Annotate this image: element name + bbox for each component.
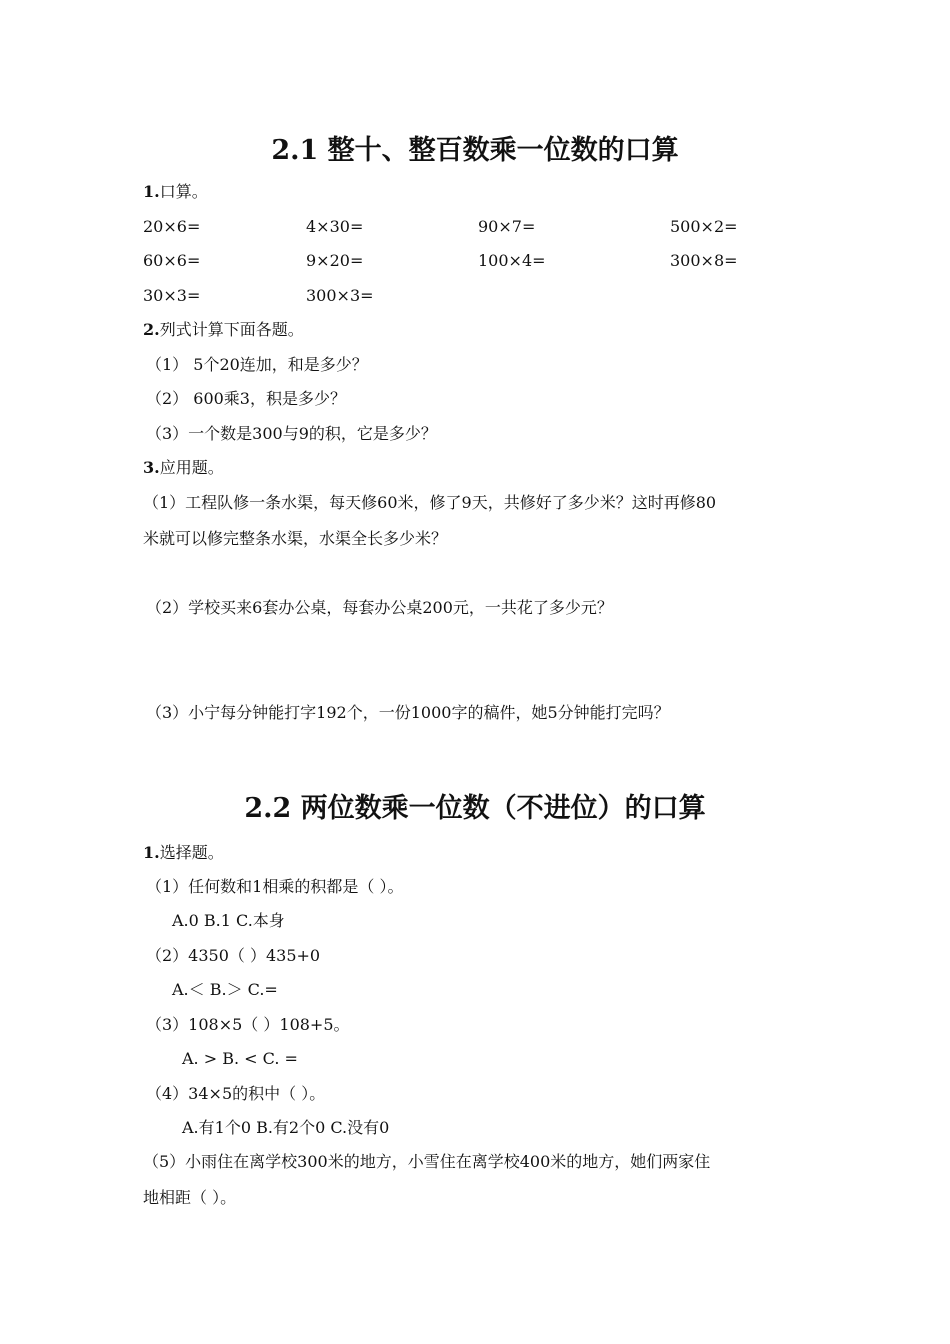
s1-q3-number: 3. [143,458,160,477]
s1-q2-title: 列式计算下面各题。 [159,320,304,339]
choice-question-5-line-2: 地相距（ ）。 [143,1188,237,1207]
choice-options: A.0 B.1 C.本身 [172,911,285,930]
choice-question: （2）4350（ ）435+0 [146,946,321,965]
s2-q1-heading [143,845,224,861]
s1-q1-number: 1. [143,182,160,201]
choice-options: A.有1个0 B.有2个0 C.没有0 [182,1118,390,1137]
s1-q3-heading [143,460,224,476]
oral-calc-item: 9×20= [306,251,364,270]
s1-q3-item-3: （3）小宁每分钟能打字192个，一份1000字的稿件，她5分钟能打完吗？ [146,703,670,722]
s1-q2-item-2: （2） 600乘3，积是多少？ [146,389,346,408]
choice-options: A.＜ B.＞ C.= [172,980,278,999]
oral-calc-item: 300×3= [306,286,374,305]
s1-q1-title: 口算。 [159,182,208,201]
oral-calc-item: 100×4= [478,251,546,270]
oral-calc-item: 90×7= [478,217,536,236]
oral-calc-item: 4×30= [306,217,364,236]
oral-calc-item: 500×2= [670,217,738,236]
choice-question: （1）任何数和1相乘的积都是（ ）。 [146,877,404,896]
oral-calc-item: 60×6= [143,251,201,270]
s1-q1-heading [143,184,208,200]
s1-q3-item-1-line-2: 米就可以修完整条水渠，水渠全长多少米？ [143,529,448,548]
s1-q3-item-1-line-1: （1）工程队修一条水渠，每天修60米，修了9天，共修好了多少米？这时再修80 [143,493,717,512]
oral-calc-item: 20×6= [143,217,201,236]
s1-q2-heading [143,322,304,338]
oral-calc-item: 300×8= [670,251,738,270]
choice-question: （3）108×5（ ）108+5。 [146,1015,350,1034]
choice-options: A. > B. < C. = [182,1049,298,1068]
s1-q2-item-1: （1） 5个20连加，和是多少？ [146,355,368,374]
s1-q3-title: 应用题。 [159,458,224,477]
s2-q1-number: 1. [143,843,160,862]
s1-q2-number: 2. [143,320,160,339]
oral-calc-item: 30×3= [143,286,201,305]
s1-q3-item-2: （2）学校买来6套办公桌，每套办公桌200元，一共花了多少元？ [146,598,613,617]
s1-q2-item-3: （3）一个数是300与9的积，它是多少？ [146,424,437,443]
s2-q1-title: 选择题。 [159,843,224,862]
section-1-title: 2.1 整十、整百数乘一位数的口算 [271,135,679,166]
choice-question-5-line-1: （5）小雨住在离学校300米的地方，小雪住在离学校400米的地方，她们两家住 [143,1152,711,1171]
section-2-title: 2.2 两位数乘一位数（不进位）的口算 [244,793,706,824]
choice-question: （4）34×5的积中（ ）。 [146,1084,326,1103]
